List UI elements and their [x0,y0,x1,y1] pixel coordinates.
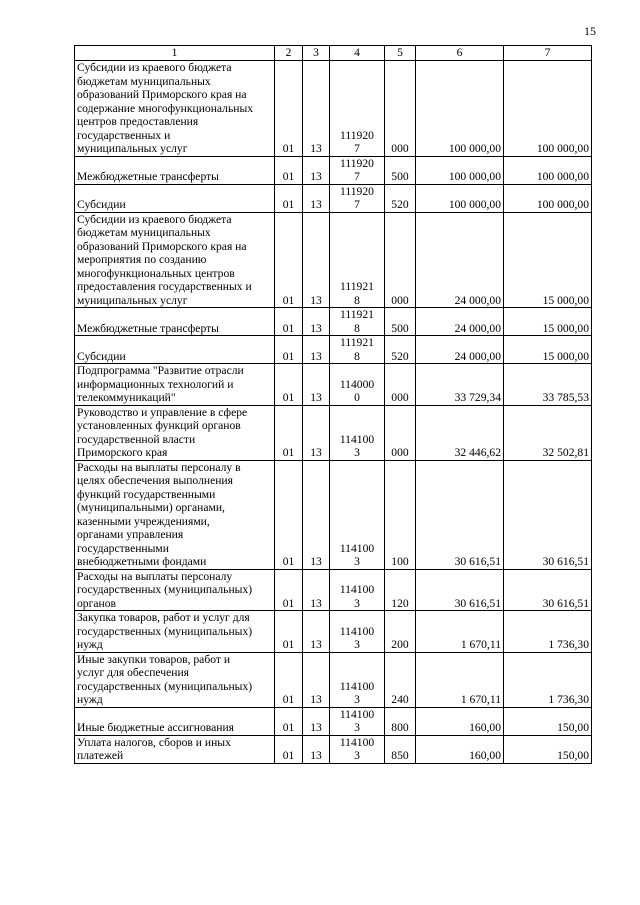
section-code: 01 [275,61,303,157]
section-code: 01 [275,611,303,653]
expense-type-code: 000 [385,364,416,406]
table-row [75,652,592,707]
amount-year-1: 100 000,00 [416,61,504,157]
expense-type-code: 500 [385,156,416,184]
amount-year-2: 100 000,00 [504,184,592,212]
section-code: 01 [275,156,303,184]
subsection-code: 13 [303,460,330,569]
amount-year-1: 160,00 [416,707,504,735]
expense-type-code: 000 [385,212,416,308]
expense-type-code: 850 [385,735,416,763]
table-row [75,569,592,611]
amount-year-1: 30 616,51 [416,460,504,569]
table-row [75,460,592,569]
amount-year-2: 32 502,81 [504,405,592,460]
target-article-code: 114000 0 [330,364,385,406]
table-row [75,405,592,460]
table-row [75,156,592,184]
column-header: 4 [330,46,385,61]
amount-year-2: 150,00 [504,735,592,763]
row-name: Межбюджетные трансферты [75,156,275,184]
table-row [75,212,592,308]
amount-year-1: 160,00 [416,735,504,763]
expense-type-code: 000 [385,61,416,157]
target-article-code: 111921 8 [330,212,385,308]
column-header: 3 [303,46,330,61]
target-article-code: 111921 8 [330,336,385,364]
subsection-code: 13 [303,652,330,707]
amount-year-2: 100 000,00 [504,156,592,184]
amount-year-1: 24 000,00 [416,336,504,364]
amount-year-1: 100 000,00 [416,184,504,212]
row-name: Подпрограмма "Развитие отрасли информационных технологий и телекоммуникаций" [75,364,275,406]
row-name: Субсидии из краевого бюджета бюджетам муниципальных образований Приморского края на мероприятия по созданию многофункциональных центров предоставления государственных и муниципальных услуг [75,212,275,308]
row-name: Иные закупки товаров, работ и услуг для обеспечения государственных (муниципальных) нужд [75,652,275,707]
expense-type-code: 000 [385,405,416,460]
section-code: 01 [275,212,303,308]
expense-type-code: 120 [385,569,416,611]
table-header-row [75,46,592,61]
amount-year-2: 30 616,51 [504,569,592,611]
target-article-code: 111920 7 [330,156,385,184]
subsection-code: 13 [303,156,330,184]
section-code: 01 [275,184,303,212]
target-article-code: 114100 3 [330,707,385,735]
subsection-code: 13 [303,308,330,336]
table-row [75,735,592,763]
subsection-code: 13 [303,611,330,653]
row-name: Руководство и управление в сфере установленных функций органов государственной власти Приморского края [75,405,275,460]
amount-year-1: 30 616,51 [416,569,504,611]
row-name: Субсидии из краевого бюджета бюджетам муниципальных образований Приморского края на содержание многофункциональных центров предоставления государственных и муниципальных услуг [75,61,275,157]
column-header: 6 [416,46,504,61]
target-article-code: 114100 3 [330,652,385,707]
expense-type-code: 500 [385,308,416,336]
target-article-code: 111920 7 [330,184,385,212]
row-name: Расходы на выплаты персоналу в целях обеспечения выполнения функций государственными (муниципальными) органами, казенными учреждениями, органами управления государственными внебюджетными фондами [75,460,275,569]
section-code: 01 [275,336,303,364]
target-article-code: 111920 7 [330,61,385,157]
table-row [75,611,592,653]
amount-year-2: 100 000,00 [504,61,592,157]
row-name: Субсидии [75,184,275,212]
target-article-code: 111921 8 [330,308,385,336]
row-name: Уплата налогов, сборов и иных платежей [75,735,275,763]
amount-year-2: 150,00 [504,707,592,735]
table-row [75,707,592,735]
amount-year-1: 33 729,34 [416,364,504,406]
row-name: Закупка товаров, работ и услуг для государственных (муниципальных) нужд [75,611,275,653]
amount-year-1: 1 670,11 [416,652,504,707]
expense-type-code: 520 [385,336,416,364]
amount-year-1: 24 000,00 [416,308,504,336]
subsection-code: 13 [303,405,330,460]
target-article-code: 114100 3 [330,460,385,569]
subsection-code: 13 [303,212,330,308]
page-number: 15 [584,24,596,38]
subsection-code: 13 [303,61,330,157]
section-code: 01 [275,652,303,707]
subsection-code: 13 [303,336,330,364]
table-row [75,308,592,336]
subsection-code: 13 [303,735,330,763]
budget-table [74,45,592,764]
amount-year-1: 24 000,00 [416,212,504,308]
expense-type-code: 240 [385,652,416,707]
subsection-code: 13 [303,569,330,611]
row-name: Иные бюджетные ассигнования [75,707,275,735]
table-row [75,184,592,212]
subsection-code: 13 [303,184,330,212]
table-row [75,336,592,364]
target-article-code: 114100 3 [330,569,385,611]
section-code: 01 [275,405,303,460]
section-code: 01 [275,707,303,735]
expense-type-code: 200 [385,611,416,653]
amount-year-2: 33 785,53 [504,364,592,406]
amount-year-2: 1 736,30 [504,611,592,653]
amount-year-1: 100 000,00 [416,156,504,184]
section-code: 01 [275,460,303,569]
amount-year-1: 1 670,11 [416,611,504,653]
column-header: 5 [385,46,416,61]
subsection-code: 13 [303,707,330,735]
row-name: Межбюджетные трансферты [75,308,275,336]
amount-year-2: 1 736,30 [504,652,592,707]
column-header: 2 [275,46,303,61]
amount-year-2: 30 616,51 [504,460,592,569]
section-code: 01 [275,364,303,406]
table-row [75,61,592,157]
section-code: 01 [275,735,303,763]
section-code: 01 [275,308,303,336]
expense-type-code: 100 [385,460,416,569]
amount-year-2: 15 000,00 [504,336,592,364]
amount-year-1: 32 446,62 [416,405,504,460]
amount-year-2: 15 000,00 [504,308,592,336]
target-article-code: 114100 3 [330,735,385,763]
row-name: Субсидии [75,336,275,364]
row-name: Расходы на выплаты персоналу государственных (муниципальных) органов [75,569,275,611]
target-article-code: 114100 3 [330,405,385,460]
column-header: 7 [504,46,592,61]
expense-type-code: 800 [385,707,416,735]
target-article-code: 114100 3 [330,611,385,653]
table-row [75,364,592,406]
column-header: 1 [75,46,275,61]
section-code: 01 [275,569,303,611]
amount-year-2: 15 000,00 [504,212,592,308]
expense-type-code: 520 [385,184,416,212]
subsection-code: 13 [303,364,330,406]
